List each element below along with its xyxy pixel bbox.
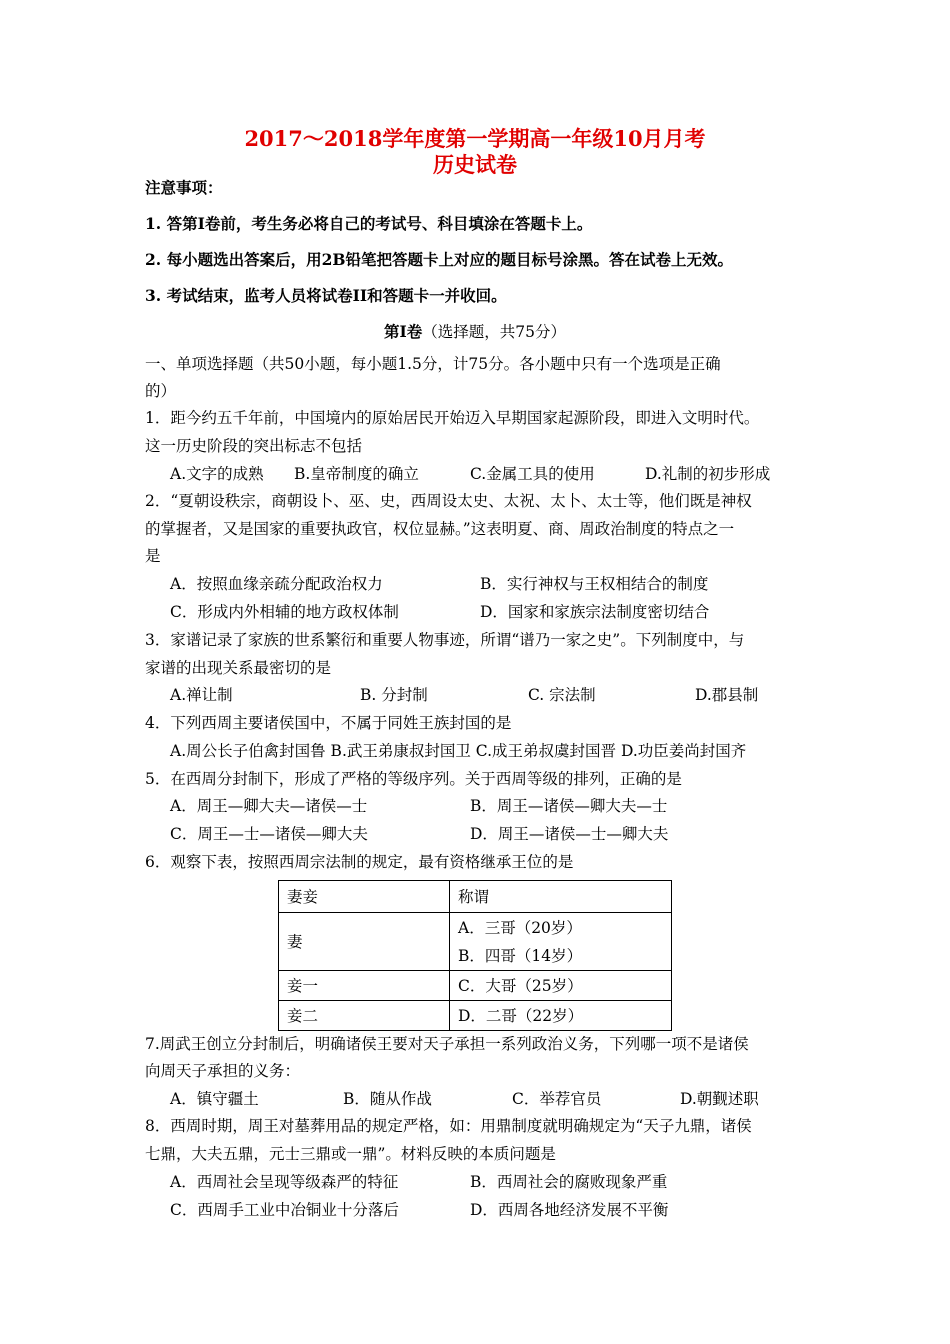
question-5-option-a: A．周王—卿大夫—诸侯—士 [170, 797, 368, 815]
question-2-text: 2．“夏朝设秩宗，商朝设卜、巫、史，西周设太史、太祝、太卜、太士等，他们既是神权 [145, 492, 752, 510]
notice-heading: 注意事项： [145, 178, 223, 197]
question-7-text: 向周天子承担的义务： [145, 1062, 301, 1080]
exam-subtitle: 历史试卷 [433, 152, 517, 177]
notice-item: 3. 考试结束，监考人员将试卷II和答题卡一并收回。 [145, 286, 507, 305]
question-3-option-c: C. 宗法制 [528, 686, 596, 704]
section-instruction: 一、单项选择题（共50小题，每小题1.5分，计75分。各小题中只有一个选项是正确 [145, 355, 721, 373]
question-8-option-d: D．西周各地经济发展不平衡 [470, 1201, 669, 1219]
table-cell-who: 妾二 [279, 1001, 450, 1031]
table-header-cell: 称谓 [450, 881, 672, 913]
question-1-text: 这一历史阶段的突出标志不包括 [145, 437, 363, 455]
question-3-option-d: D.郡县制 [695, 686, 759, 704]
table-option-c: C．大哥（25岁） [450, 971, 672, 1001]
question-3-option-b: B. 分封制 [360, 686, 428, 704]
question-2-option-d: D．国家和家族宗法制度密切结合 [480, 603, 710, 621]
notice-item: 1. 答第Ⅰ卷前，考生务必将自己的考试号、科目填涂在答题卡上。 [145, 214, 593, 233]
table-row [279, 971, 672, 1001]
kinship-table [278, 880, 672, 1031]
question-2-option-a: A．按照血缘亲疏分配政治权力 [170, 575, 383, 593]
question-5-text: 5．在西周分封制下，形成了严格的等级序列。关于西周等级的排列，正确的是 [145, 770, 682, 788]
section-heading-rest: （选择题，共75分） [422, 323, 566, 341]
table-cell-who: 妻 [279, 913, 450, 971]
question-7-option-c: C．举荐官员 [512, 1090, 602, 1108]
section-instruction: 的） [145, 382, 177, 400]
question-7-option-b: B．随从作战 [343, 1090, 432, 1108]
question-8-text: 8．西周时期，周王对墓葬用品的规定严格，如：用鼎制度就明确规定为“天子九鼎，诸侯 [145, 1117, 752, 1135]
question-5-option-c: C．周王—士—诸侯—卿大夫 [170, 825, 368, 843]
question-8-option-b: B．西周社会的腐败现象严重 [470, 1173, 668, 1191]
question-5-option-d: D．周王—诸侯—士—卿大夫 [470, 825, 669, 843]
table-cell-who: 妾一 [279, 971, 450, 1001]
table-option-b: B．四哥（14岁） [458, 946, 583, 965]
question-1-option-b: B.皇帝制度的确立 [294, 465, 419, 483]
table-header-cell: 妻妾 [279, 881, 450, 913]
question-3-text: 家谱的出现关系最密切的是 [145, 659, 332, 677]
question-7-option-a: A．镇守疆土 [170, 1090, 259, 1108]
question-2-text: 是 [145, 547, 161, 565]
question-6-text: 6．观察下表，按照西周宗法制的规定，最有资格继承王位的是 [145, 853, 574, 871]
question-4-options: A.周公长子伯禽封国鲁 B.武王弟康叔封国卫 C.成王弟叔虞封国晋 D.功臣姜尚封国齐 [170, 742, 747, 760]
section-heading-bold: 第Ⅰ卷 [384, 322, 423, 341]
table-row [279, 913, 672, 971]
question-3-option-a: A.禅让制 [170, 686, 233, 704]
question-8-option-c: C．西周手工业中冶铜业十分落后 [170, 1201, 399, 1219]
question-1-option-c: C.金属工具的使用 [470, 465, 595, 483]
table-cell-items [450, 913, 672, 971]
question-2-option-c: C．形成内外相辅的地方政权体制 [170, 603, 399, 621]
question-3-text: 3．家谱记录了家族的世系繁衍和重要人物事迹，所谓“谱乃一家之史”。下列制度中，与 [145, 631, 745, 649]
notice-item: 2. 每小题选出答案后，用2B铅笔把答题卡上对应的题目标号涂黑。答在试卷上无效。 [145, 250, 733, 269]
table-row [279, 1001, 672, 1031]
question-1-option-a: A.文字的成熟 [170, 465, 264, 483]
question-8-option-a: A．西周社会呈现等级森严的特征 [170, 1173, 399, 1191]
question-2-option-b: B．实行神权与王权相结合的制度 [480, 575, 709, 593]
question-1-text: 1．距今约五千年前，中国境内的原始居民开始迈入早期国家起源阶段，即进入文明时代。 [145, 409, 760, 427]
table-option-a: A．三哥（20岁） [458, 918, 582, 937]
question-8-text: 七鼎，大夫五鼎，元士三鼎或一鼎”。材料反映的本质问题是 [145, 1145, 556, 1163]
question-5-option-b: B．周王—诸侯—卿大夫—士 [470, 797, 668, 815]
question-7-option-d: D.朝觐述职 [680, 1090, 759, 1108]
table-header-row [279, 881, 672, 913]
question-1-option-d: D.礼制的初步形成 [645, 465, 771, 483]
table-option-d: D．二哥（22岁） [450, 1001, 672, 1031]
question-2-text: 的掌握者，又是国家的重要执政官，权位显赫。”这表明夏、商、周政治制度的特点之一 [145, 520, 735, 538]
question-4-text: 4．下列西周主要诸侯国中，不属于同姓王族封国的是 [145, 714, 512, 732]
exam-title: 2017～2018学年度第一学期高一年级10月月考 [244, 126, 706, 151]
question-7-text: 7.周武王创立分封制后，明确诸侯王要对天子承担一系列政治义务，下列哪一项不是诸侯 [145, 1035, 749, 1053]
section-heading [0, 321, 950, 343]
